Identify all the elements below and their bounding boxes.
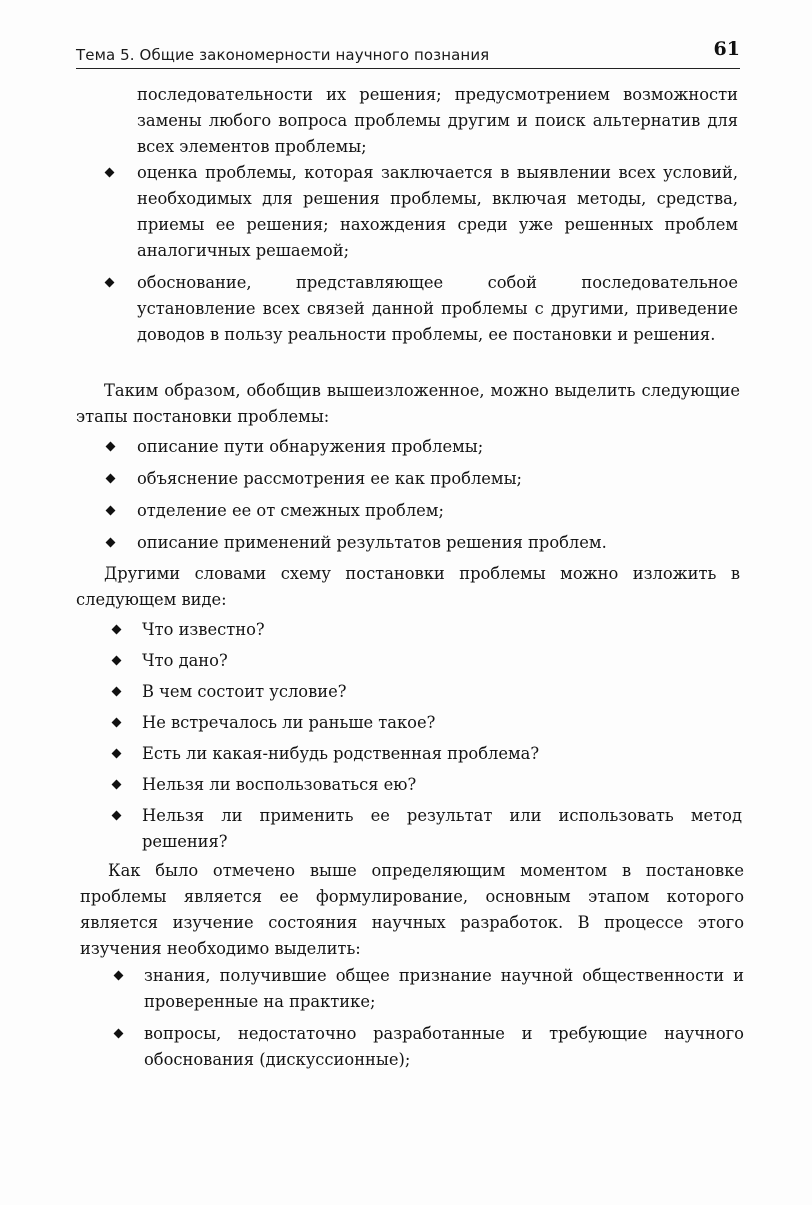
diamond-bullet-icon (112, 687, 122, 697)
diamond-bullet-icon (106, 506, 116, 516)
list-item-text: Нельзя ли воспользоваться ею? (142, 775, 417, 794)
diamond-bullet-icon (112, 749, 122, 759)
list-item (142, 617, 742, 643)
list-item (137, 434, 738, 460)
diamond-bullet-icon (112, 811, 122, 821)
diamond-bullet-icon (105, 278, 115, 288)
problem-steps-list (137, 160, 738, 354)
list-item-text: Нельзя ли применить ее результат или использовать метод решения? (142, 806, 742, 851)
list-item-text: обоснование, представляющее собой последовательное установление всех связей данной проблемы с другими, приведение доводов в пользу реальности проблемы, ее постановки и решения. (137, 273, 738, 344)
list-item-text: объяснение рассмотрения ее как проблемы; (137, 469, 523, 488)
list-item (142, 710, 742, 736)
questions-list (142, 617, 742, 860)
list-item (137, 270, 738, 348)
list-item (142, 803, 742, 855)
paragraph: Таким образом, обобщив вышеизложенное, можно выделить следующие этапы постановки проблемы: (76, 381, 740, 426)
list-item-text: описание применений результатов решения проблем. (137, 533, 607, 552)
problem-stages-list (137, 434, 738, 562)
list-item-text: В чем состоит условие? (142, 682, 347, 701)
continued-list-item-text: последовательности их решения; предусмотрением возможности замены любого вопроса проблемы другим и поиск альтернатив для всех элементов проблемы; (137, 85, 738, 156)
header-divider (76, 68, 740, 69)
list-item-text: Есть ли какая-нибудь родственная проблема? (142, 744, 540, 763)
list-item-text: отделение ее от смежных проблем; (137, 501, 444, 520)
list-item (137, 160, 738, 264)
list-item (142, 741, 742, 767)
diamond-bullet-icon (112, 656, 122, 666)
diamond-bullet-icon (112, 780, 122, 790)
diamond-bullet-icon (114, 1029, 124, 1039)
diamond-bullet-icon (106, 538, 116, 548)
list-item (137, 498, 738, 524)
list-item (142, 772, 742, 798)
list-item (137, 530, 738, 556)
diamond-bullet-icon (106, 474, 116, 484)
paragraph: Как было отмечено выше определяющим моментом в постановке проблемы является ее формулирование, основным этапом которого является изучение состояния научных разработок. В процессе этого изучения необходимо выделить: (80, 861, 744, 958)
diamond-bullet-icon (105, 168, 115, 178)
paragraph: Другими словами схему постановки проблемы можно изложить в следующем виде: (76, 564, 740, 609)
list-item-text: описание пути обнаружения проблемы; (137, 437, 484, 456)
list-item-text: Не встречалось ли раньше такое? (142, 713, 436, 732)
knowledge-types-list (144, 963, 744, 1079)
list-item-text: Что известно? (142, 620, 265, 639)
list-item-text: вопросы, недостаточно разработанные и требующие научного обоснования (дискуссионные); (144, 1024, 744, 1069)
diamond-bullet-icon (112, 625, 122, 635)
page-number: 61 (713, 38, 740, 60)
list-item (142, 648, 742, 674)
list-item-text: оценка проблемы, которая заключается в выявлении всех условий, необходимых для решения проблемы, включая методы, средства, приемы ее решения; нахождения среди уже решенных проблем аналогичных решаемой; (137, 163, 738, 260)
diamond-bullet-icon (106, 442, 116, 452)
running-header (76, 36, 740, 72)
diamond-bullet-icon (114, 971, 124, 981)
list-item (144, 1021, 744, 1073)
chapter-title: Тема 5. Общие закономерности научного познания (76, 46, 490, 64)
list-item (137, 466, 738, 492)
diamond-bullet-icon (112, 718, 122, 728)
list-item-text: Что дано? (142, 651, 228, 670)
list-item (144, 963, 744, 1015)
list-item-text: знания, получившие общее признание научной общественности и проверенные на практике; (144, 966, 744, 1011)
list-item (142, 679, 742, 705)
